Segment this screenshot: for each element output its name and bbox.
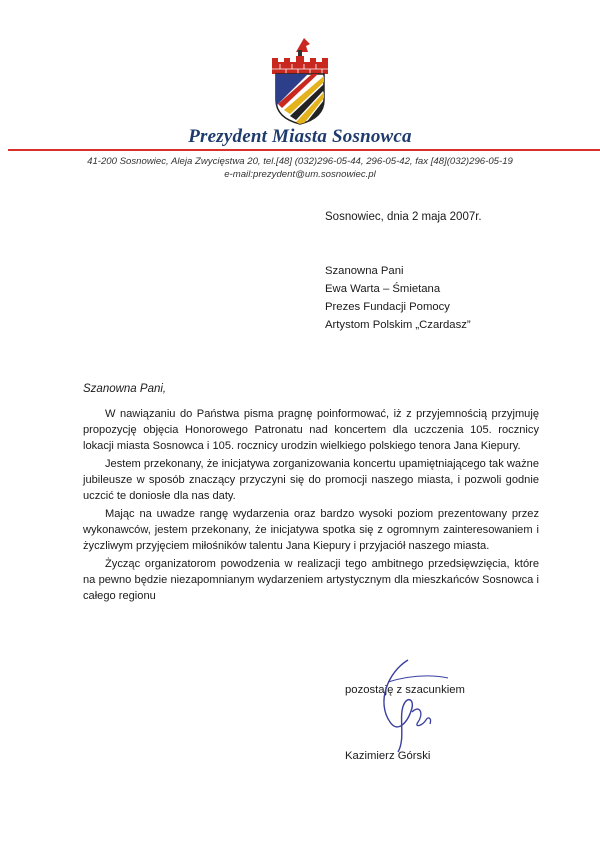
body-paragraph: W nawiązaniu do Państwa pisma pragnę poinformować, iż z przyjemnością przyjmuję propozycję objęcia Honorowego Patronatu nad koncertem dla uczczenia 105. rocznicy lokacji miasta Sosnowca i 105. rocznicy urodzin wielkiego polskiego tenora Jana Kiepury. <box>83 408 539 452</box>
letterhead-address: 41-200 Sosnowiec, Aleja Zwycięstwa 20, tel.[48] (032)296-05-44, 296-05-42, fax [48](032)296-05-19 <box>87 156 513 167</box>
recipient-line: Prezes Fundacji Pomocy <box>325 301 450 313</box>
letterhead-title: Prezydent Miasta Sosnowca <box>188 126 412 147</box>
handwritten-signature <box>368 652 468 756</box>
recipient-line: Szanowna Pani <box>325 265 404 277</box>
closing-phrase: pozostaję z szacunkiem <box>345 684 465 696</box>
letter-date: Sosnowiec, dnia 2 maja 2007r. <box>325 211 482 223</box>
recipient-block <box>325 262 471 334</box>
signer-name: Kazimierz Górski <box>345 750 431 762</box>
letter-body <box>83 406 539 606</box>
city-crest-icon <box>268 34 332 126</box>
recipient-line: Artystom Polskim „Czardasz” <box>325 319 471 331</box>
body-paragraph: Mając na uwadze rangę wydarzenia oraz bardzo wysoki poziom prezentowany przez wykonawców, jestem przekonany, że inicjatywa spotka się z ogromnym zainteresowaniem i życzliwym przyjęciem miłośników talentu Jana Kiepury i przyjaciół naszego miasta. <box>83 508 539 552</box>
body-paragraph: Życząc organizatorom powodzenia w realizacji tego ambitnego przedsięwzięcia, które na pewno będzie niezapomnianym wydarzeniem artystycznym dla mieszkańców Sosnowca i całego regionu <box>83 558 539 602</box>
recipient-line: Ewa Warta – Śmietana <box>325 283 441 295</box>
body-paragraph: Jestem przekonany, że inicjatywa zorganizowania koncertu upamiętniającego tak ważne jubileusze w sposób znaczący przyczyni się do promocji naszego miasta, i pozwoli godnie uczcić te doniosłe dla nas daty. <box>83 458 539 502</box>
salutation: Szanowna Pani, <box>83 383 167 395</box>
letterhead-divider <box>8 149 600 151</box>
letterhead-email: e-mail:prezydent@um.sosnowiec.pl <box>224 169 376 180</box>
